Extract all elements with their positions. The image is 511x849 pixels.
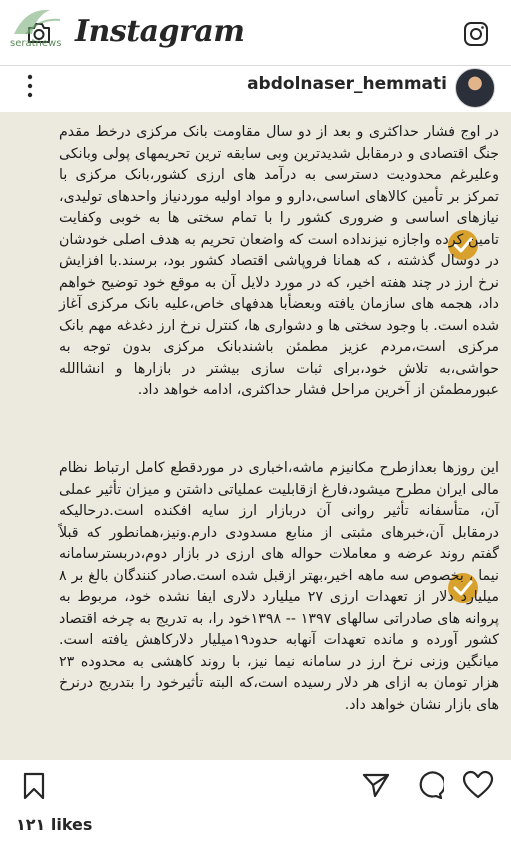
heart-icon[interactable]	[462, 770, 494, 800]
likes-count[interactable]: ۱۲۱ likes	[16, 815, 93, 834]
instagram-wordmark: Instagram	[75, 14, 245, 49]
post-image	[0, 112, 511, 760]
post-actions	[0, 762, 511, 808]
avatar[interactable]	[455, 68, 495, 108]
watermark-text: seratnews	[10, 38, 62, 49]
comment-icon[interactable]	[414, 770, 444, 800]
post-username[interactable]: abdolnaser_hemmati	[247, 74, 447, 94]
post-header	[0, 66, 511, 110]
watermark-logo	[6, 4, 66, 56]
top-bar	[0, 0, 511, 66]
direct-message-icon[interactable]	[462, 20, 490, 48]
bookmark-icon[interactable]	[22, 772, 46, 800]
more-options-icon[interactable]	[26, 72, 34, 100]
share-icon[interactable]	[362, 772, 390, 798]
post-paragraph: در اوج فشار حداکثری و بعد از دو سال مقاومت بانک مرکزی درخط مقدم جنگ اقتصادی و درمقابل شدیدترین وبی سابقه ترین تحریمهای پولی وبانکی وعلیرغم محدودیت دسترسی به درآمد های ارزی کشور،بانک مرکزی با تمرکز بر تأمین کالاهای اساسی،دارو و مواد اولیه موردنیاز واحدهای تولیدی، نیازهای اساسی و ضروری کشور را با تمام سختی ها به خوبی وکفایت تامین کرده واجازه نیزنداده است که واضعان تحریم به هدف اصلی خودشان در دوسال گذشته ، که همانا فروپاشی اقتصاد کشور بود، برسند.با افزایش نرخ ارز در چند هفته اخیر، که در مورد دلایل آن به موقع خود توضیح خواهم داد، هجمه های سازمان یافته وبعضأبا هدفهای خاص،علیه بانک مرکزی آغاز شده است. با وجود سختی ها و دشواری ها، کنترل نرخ ارز دغدغه مهم بانک مرکزی است،مردم عزیز مطمئن باشندبانک مرکزی بدون توجه به حواشی،به تلاش خود،برای ثبات سازی بیشتر در بازارها و انشاالله عبورمطمئن از آخرین مراحل فشار حداکثری، ادامه خواهد داد.	[59, 124, 499, 398]
post-paragraph: این روزها بعدازطرح مکانیزم ماشه،اخباری در موردقطع کامل ارتباط نظام مالی ایران مطرح میشود،فارغ ازقابلیت عملیاتی داشتن و میزان تأثیر عملی آن، متأسفانه تأثیر روانی آن دربازار ارز سایه افکنده است.درحالیکه درمقابل آن،خبرهای مثبتی از منابع مسدودی دارم.ونیز،همانطور که قبلاً گفتم روند عرضه و معاملات حواله های ارزی در بازار دوم،دربسترسامانه نیما ، بخصوص سه ماهه اخیر،بهتر ازقبل شده است.صادر کنندگان بالغ بر ۸ میلیارد دلار از تعهدات ارزی ۲۷ میلیارد دلاری ایفا نشده خود، مربوط به پروانه های صادراتی سالهای ۱۳۹۷ -- ۱۳۹۸خود را، به تدریج به چرخه اقتصاد کشور آورده و مانده تعهدات آنهابه حدود۱۹میلیار دلارکاهش یافته است. میانگین وزنی نرخ ارز در سامانه نیما نیز، با روند کاهشی به محدوده ۲۳ هزار تومان به ازای هر دلار رسیده است،که البته تأثیرخود را بتدریج درنرخ های بازار نشان خواهد داد.	[59, 460, 500, 713]
